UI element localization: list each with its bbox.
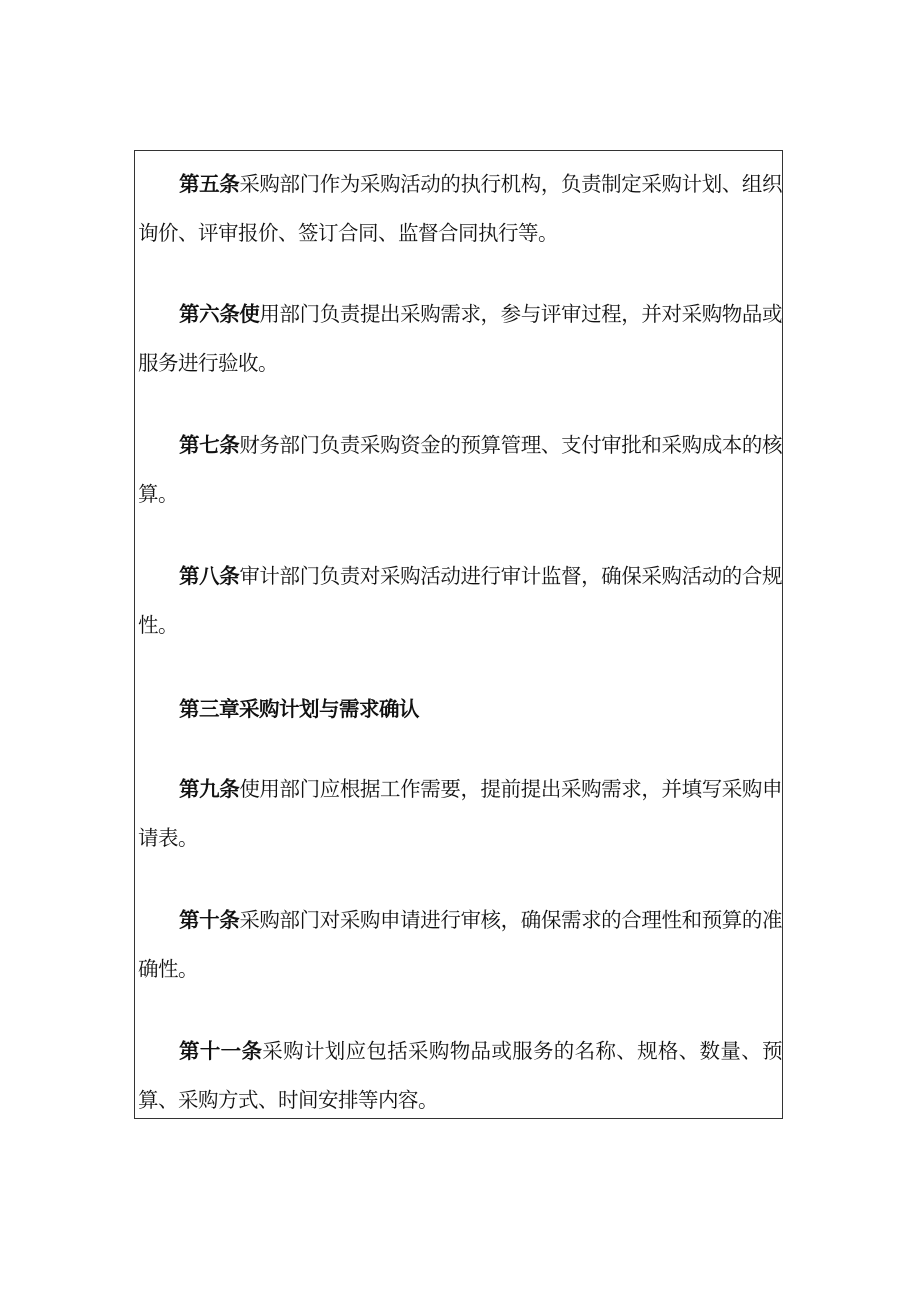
article-9-label: 第九条 [179,777,240,801]
article-5 [138,160,782,258]
article-11-label: 第十一条 [179,1039,263,1063]
article-11-text: 采购计划应包括采购物品或服务的名称、规格、数量、预算、采购方式、时间安排等内容。 [138,1039,783,1112]
article-11 [138,1027,782,1125]
article-9-text: 使用部门应根据工作需要，提前提出采购需求，并填写采购申请表。 [138,777,783,850]
article-10-label: 第十条 [179,908,240,932]
article-8 [138,552,782,650]
article-10-text: 采购部门对采购申请进行审核，确保需求的合理性和预算的准确性。 [138,908,783,981]
chapter-title: 第三章采购计划与需求确认 [179,697,419,721]
article-10 [138,896,782,994]
article-7 [138,421,782,519]
article-5-label: 第五条 [179,172,240,196]
article-6-label: 第六条使 [179,302,260,326]
article-9 [138,765,782,863]
article-8-text: 审计部门负责对采购活动进行审计监督，确保采购活动的合规性。 [138,564,783,637]
article-6-text: 用部门负责提出采购需求，参与评审过程，并对采购物品或服务进行验收。 [138,302,783,375]
article-5-text: 采购部门作为采购活动的执行机构，负责制定采购计划、组织询价、评审报价、签订合同、监督合同执行等。 [138,172,783,245]
article-8-label: 第八条 [179,564,240,588]
article-7-label: 第七条 [179,433,240,457]
article-6 [138,290,782,388]
article-7-text: 财务部门负责采购资金的预算管理、支付审批和采购成本的核算。 [138,433,783,506]
